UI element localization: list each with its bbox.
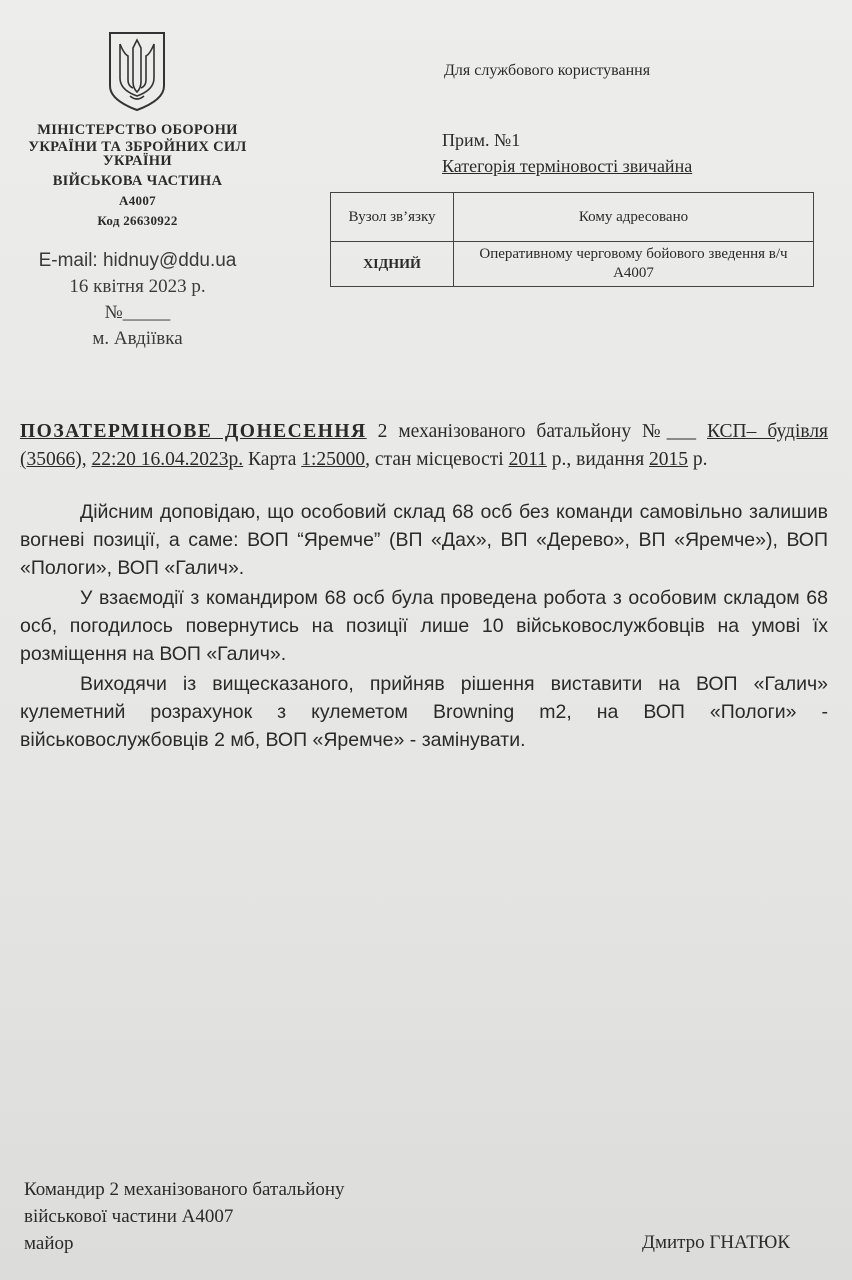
terrain-label: , стан місцевості [365, 449, 509, 470]
copy-note: Прим. №1 [442, 130, 521, 150]
org-line: УКРАЇНИ ТА ЗБРОЙНИХ СИЛ [28, 139, 247, 155]
paragraph-1: Дійсним доповідаю, що особовий склад 68 осб без команди самовільно залишив вогневі позиції, а саме: ВОП “Яремче” (ВП «Дах», ВП «Дерево», ВП «Яремче»), ВОП «Пологи», ВОП «Галич». [20, 501, 828, 579]
table-row [331, 193, 814, 242]
report-heading [20, 418, 828, 474]
edition-label: р., видання [546, 449, 650, 470]
table-cell-node: ХІДНИЙ [331, 242, 454, 287]
edition-end: р. [688, 449, 708, 470]
org-line: МІНІСТЕРСТВО ОБОРОНИ [37, 122, 238, 138]
paragraph-3: Виходячи із вищесказаного, прийняв рішення виставити на ВОП «Галич» кулеметний розрахунок з кулеметом Browning m2, на ВОП «Пологи» - військовослужбовців 2 мб, ВОП «Яремче» - замінувати. [20, 673, 828, 751]
document-date: 16 квітня 2023 р. [69, 276, 206, 297]
table-row [331, 242, 814, 287]
paragraph-2: У взаємодії з командиром 68 осб була проведена робота з особовим складом 68 осб, погодилось повернутись на позиції лише 10 військовослужбовців на умові їх розміщення на ВОП «Галич». [20, 587, 828, 665]
table-cell-recipient: Оперативному черговому бойового зведення в/ч А4007 [454, 242, 814, 287]
coat-of-arms-icon [106, 30, 168, 112]
edition-year: 2015 [649, 449, 689, 470]
signer-position: Командир 2 механізованого батальйону [24, 1179, 345, 1200]
report-body [20, 418, 828, 754]
organization-block [0, 120, 275, 231]
signature-block [24, 1176, 345, 1257]
command-post: КСП– будівля (35066), [20, 421, 829, 470]
signer-rank: майор [24, 1233, 74, 1254]
document-number: №_____ [104, 302, 171, 323]
org-line: А4007 [119, 193, 156, 208]
report-time: 22:20 16.04.2023р. [91, 449, 244, 470]
org-line: ВІЙСЬКОВА ЧАСТИНА [52, 173, 223, 189]
address-table [330, 192, 814, 287]
terrain-year: 2011 [508, 449, 547, 470]
signer-name: Дмитро ГНАТЮК [642, 1232, 791, 1253]
report-unit: 2 механізованого батальйону №___ [366, 421, 697, 442]
map-label: Карта [243, 449, 302, 470]
signer-unit: військової частини А4007 [24, 1206, 234, 1227]
org-code: Код 26630922 [97, 213, 178, 228]
table-header-node: Вузол зв’язку [331, 193, 454, 242]
contact-block [0, 248, 275, 352]
org-line: УКРАЇНИ [103, 153, 172, 169]
for-official-use-label: Для службового користування [444, 62, 651, 79]
map-scale: 1:25000 [301, 449, 366, 470]
urgency-category: Категорія терміновості звичайна [442, 156, 693, 176]
city: м. Авдіївка [92, 328, 183, 349]
table-header-recipient: Кому адресовано [454, 193, 814, 242]
report-title: ПОЗАТЕРМІНОВЕ ДОНЕСЕННЯ [20, 421, 367, 442]
email: E-mail: hidnuy@ddu.ua [38, 250, 237, 271]
